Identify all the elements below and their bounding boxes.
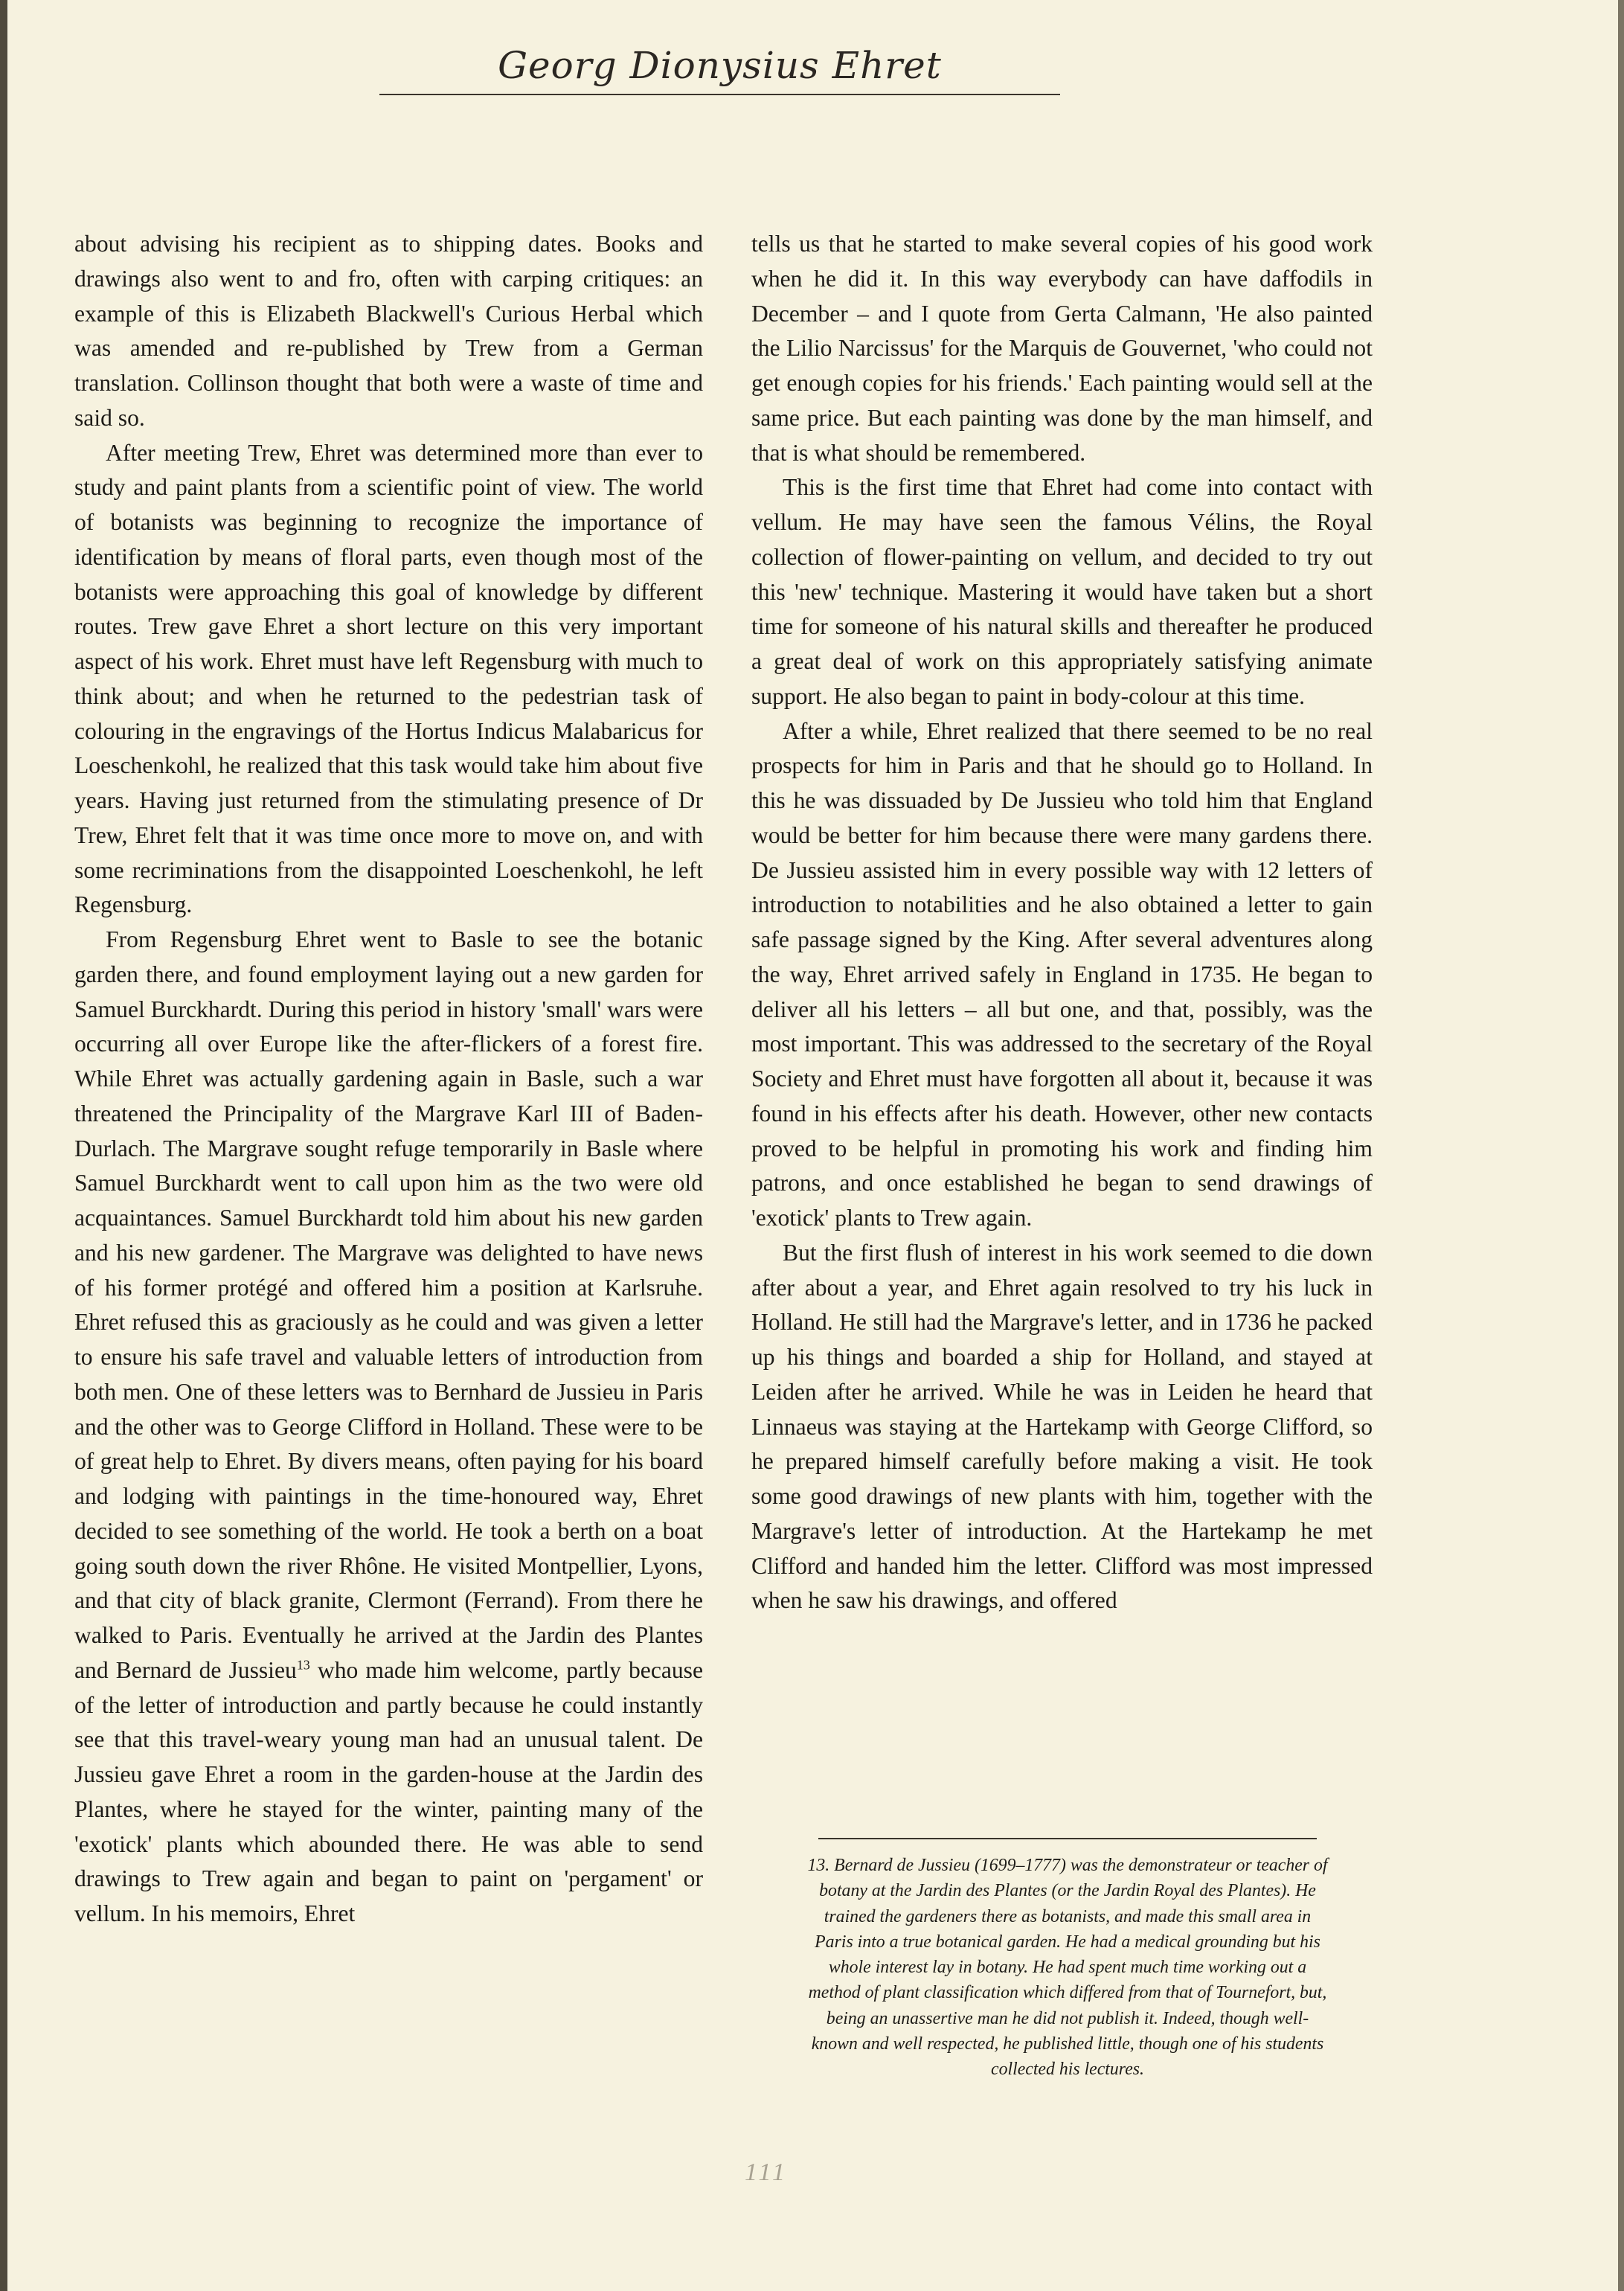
paragraph: After a while, Ehret realized that there seemed to be no real prospects for him in Paris and that he should go to Holland. In this he was dissuaded by De Jussieu who told him that England would be better for him because there were many gardens there. De Jussieu assisted him in every possible way with 12 letters of introduction to notabilities and he also obtained a letter to gain safe passage signed by the King. After several adventures along the way, Ehret arrived safely in England in 1735. He began to deliver all his letters – all but one, and that, possibly, was the most important. This was addressed to the secretary of the Royal Society and Ehret must have forgotten all about it, because it was found in his effects after his death. However, other new contacts proved to be helpful in promoting his work and finding him patrons, and once established he began to send drawings of 'exotick' plants to Trew again. bbox=[751, 717, 1373, 1231]
paragraph-text: who made him welcome, partly because of the letter of introduction and partly because he could instantly see that this travel-weary young man had an unusual talent. De Jussieu gave Ehret a room in the garden-house at the Jardin des Plantes, where he stayed for the winter, painting many of the 'exotick' plants which abounded there. He was able to send drawings to Trew again and began to paint on 'pergament' or vellum. In his memoirs, Ehret bbox=[74, 1656, 703, 1926]
header-rule bbox=[379, 94, 1060, 95]
paragraph: After meeting Trew, Ehret was determined more than ever to study and paint plants from a scientific point of view. The world of botanists was beginning to recognize the importance of identification by means of floral parts, even though most of the botanists were approaching this goal of knowledge by different routes. Trew gave Ehret a short lecture on this very important aspect of his work. Ehret must have left Regensburg with much to think about; and when he returned to the pedestrian task of colouring in the engravings of the Hortus Indicus Malabaricus for Loeschenkohl, he realized that this task would take him about five years. Having just returned from the stimulating presence of Dr Trew, Ehret felt that it was time once more to move on, and with some recriminations from the disappointed Loeschenkohl, he left Regensburg. bbox=[74, 439, 703, 918]
footnote: 13. Bernard de Jussieu (1699–1777) was the demonstrateur or teacher of botany at the Jardin des Plantes (or the Jardin Royal des Plantes). He trained the gardeners there as botanists, and made this small area in Paris into a true botanical garden. He had a medical grounding but his whole interest lay in botany. He had spent much time working out a method of plant classification which differed from that of Tournefort, but, being an unassertive man he did not publish it. Indeed, though well-known and well respected, he published little, though one of his students collected his lectures. bbox=[807, 1856, 1328, 2079]
page-edge-right bbox=[1618, 0, 1624, 2291]
paragraph: This is the first time that Ehret had come into contact with vellum. He may have seen the famous Vélins, the Royal collection of flower-painting on vellum, and decided to try out this 'new' technique. Mastering it would have taken but a short time for someone of his natural skills and thereafter he produced a great deal of work on this appropriately satisfying animate support. He also began to paint in body-colour at this time. bbox=[751, 474, 1373, 709]
footnote-rule bbox=[818, 1838, 1317, 1839]
running-head: Georg Dionysius Ehret bbox=[498, 44, 942, 87]
page-edge-left bbox=[0, 0, 7, 2291]
left-column bbox=[74, 227, 703, 1932]
paragraph: But the first flush of interest in his work seemed to die down after about a year, and Ehret again resolved to try his luck in Holland. He still had the Margrave's letter, and in 1736 he packed up his things and boarded a ship for Holland, and stayed at Leiden after he arrived. While he was in Leiden he heard that Linnaeus was staying at the Hartekamp with George Clifford, so he prepared himself carefully before making a visit. He took some good drawings of new plants with him, together with the Margrave's letter of introduction. At the Hartekamp he met Clifford and handed him the letter. Clifford was most impressed when he saw his drawings, and offered bbox=[751, 1239, 1373, 1614]
page-number: 111 bbox=[745, 2159, 788, 2186]
footnote-reference: 13 bbox=[296, 1657, 310, 1673]
paragraph bbox=[74, 923, 703, 1932]
paragraph: tells us that he started to make several copies of his good work when he did it. In this way everybody can have daffodils in December – and I quote from Gerta Calmann, 'He also painted the Lilio Narcissus' for the Marquis de Gouvernet, 'who could not get enough copies for his friends.' Each painting would sell at the same price. But each painting was done by the man himself, and that is what should be remembered. bbox=[751, 231, 1373, 466]
paragraph-text: From Regensburg Ehret went to Basle to see the botanic garden there, and found employment laying out a new garden for Samuel Burckhardt. During this period in history 'small' wars were occurring all over Europe like the after-flickers of a forest fire. While Ehret was actually gardening again in Basle, such a war threatened the Principality of the Margrave Karl III of Baden-Durlach. The Margrave sought refuge temporarily in Basle where Samuel Burckhardt went to call upon him as the two were old acquaintances. Samuel Burckhardt told him about his new garden and his new gardener. The Margrave was delighted to have news of his former protégé and offered him a position at Karlsruhe. Ehret refused this as graciously as he could and was given a letter to ensure his safe travel and valuable letters of introduction from both men. One of these letters was to Bernhard de Jussieu in Paris and the other was to George Clifford in Holland. These were to be of great help to Ehret. By divers means, often paying for his board and lodging with paintings in the time-honoured way, Ehret decided to see something of the world. He took a berth on a boat going south down the river Rhône. He visited Montpellier, Lyons, and that city of black granite, Clermont (Ferrand). From there he walked to Paris. Eventually he arrived at the Jardin des Plantes and Bernard de Jussieu bbox=[74, 926, 703, 1683]
right-column bbox=[751, 227, 1373, 1618]
paragraph: about advising his recipient as to shipping dates. Books and drawings also went to and fro, often with carping critiques: an example of this is Elizabeth Blackwell's Curious Herbal which was amended and re-published by Trew from a German translation. Collinson thought that both were a waste of time and said so. bbox=[74, 231, 703, 431]
